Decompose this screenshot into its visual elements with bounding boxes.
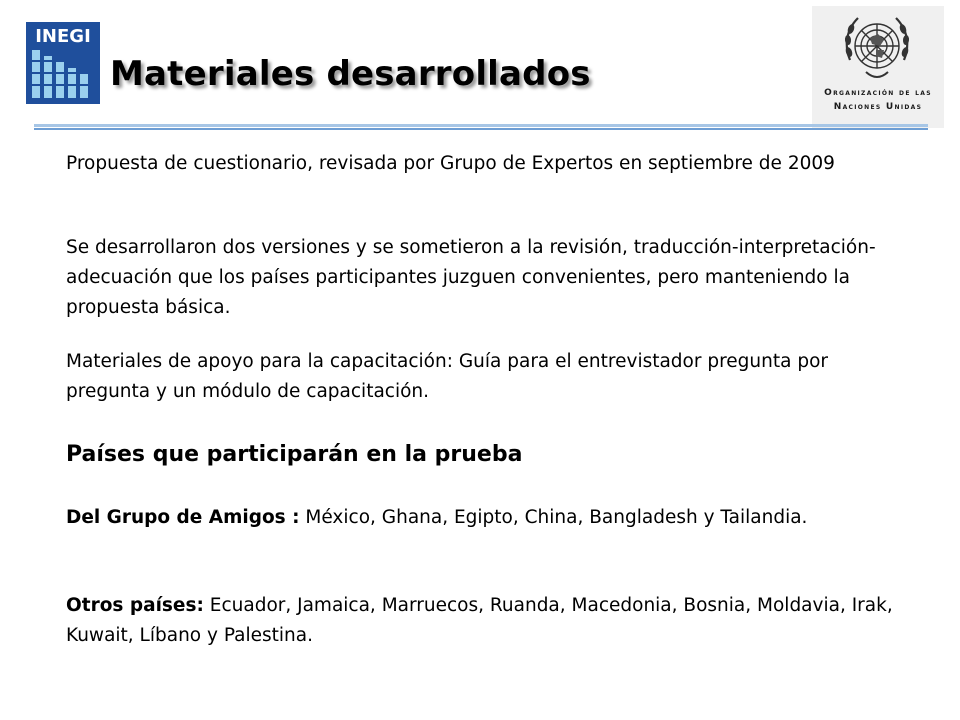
section-heading-countries: Países que participarán en la prueba [66,442,523,467]
un-logo-line-2: Naciones Unidas [833,102,923,112]
page-title: Materiales desarrollados [110,54,591,94]
paragraph-friends-group [66,503,896,533]
friends-group-label: Del Grupo de Amigos : [66,507,300,528]
header-divider-light [34,124,928,127]
un-logo [812,6,944,128]
inegi-logo-text: INEGI [35,26,91,47]
paragraph-versions: Se desarrollaron dos versiones y se sometieron a la revisión, traducción-interpretación-adecuación que los países participantes juzguen convenientes, pero manteniendo la propuesta básica. [66,237,876,318]
paragraph-questionnaire: Propuesta de cuestionario, revisada por Grupo de Expertos en septiembre de 2009 [66,153,835,174]
header-divider-dark [34,128,928,130]
un-logo-line-1: Organización de las [824,88,932,98]
paragraph-other-countries [66,591,896,651]
inegi-logo-icon [26,22,100,104]
inegi-logo [26,22,100,104]
un-emblem-icon [840,10,914,86]
paragraph-training-materials: Materiales de apoyo para la capacitación: Guía para el entrevistador pregunta por pregunta y un módulo de capacitación. [66,351,829,402]
friends-group-countries: México, Ghana, Egipto, China, Bangladesh y Tailandia. [299,507,808,528]
other-countries-label: Otros países: [66,595,204,616]
other-countries-list: Ecuador, Jamaica, Marruecos, Ruanda, Macedonia, Bosnia, Moldavia, Irak, Kuwait, Líbano y Palestina. [66,595,893,646]
